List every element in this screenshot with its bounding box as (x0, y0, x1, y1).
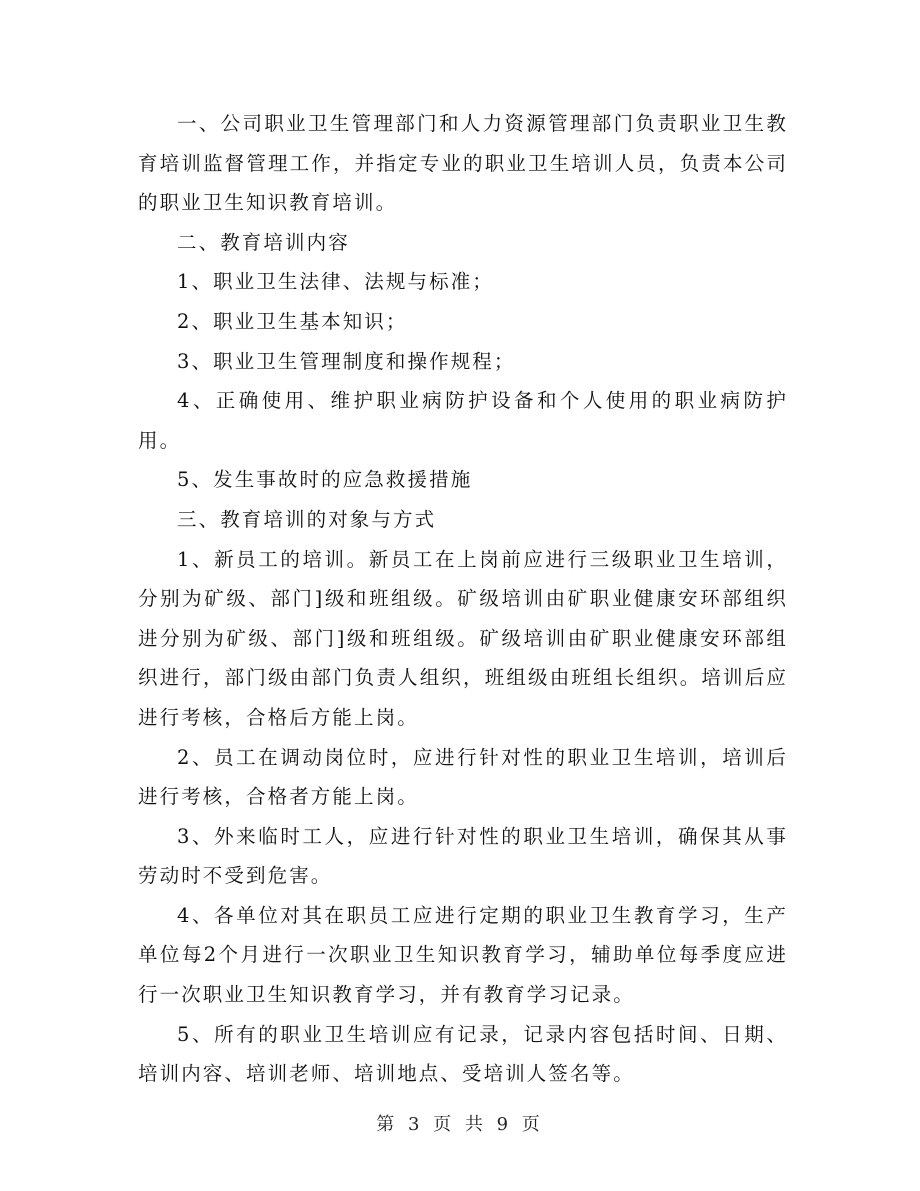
page-number-footer: 第 3 页 共 9 页 (376, 1114, 544, 1135)
paragraph-training-item-1: 1、新员工的培训。新员工在上岗前应进行三级职业卫生培训，分别为矿级、部门]级和班组级。矿级培训由矿职业健康安环部组织进分别为矿级、部门]级和班组级。矿级培训由矿职业健康安环部组织进行，部门级由部门负责人组织，班组级由班组长组织。培训后应进行考核，合格后方能上岗。 (138, 547, 788, 729)
paragraph-content-item-1: 1、职业卫生法律、法规与标准； (177, 270, 494, 294)
paragraph-training-item-5: 5、所有的职业卫生培训应有记录，记录内容包括时间、日期、培训内容、培训老师、培训地点、受培训人签名等。 (138, 1022, 788, 1086)
paragraph-training-item-4: 4、各单位对其在职员工应进行定期的职业卫生教育学习，生产单位每2个月进行一次职业卫生知识教育学习，辅助单位每季度应进行一次职业卫生知识教育学习，并有教育学习记录。 (138, 903, 788, 1007)
paragraph-content-item-3: 3、职业卫生管理制度和操作规程； (177, 349, 516, 373)
paragraph-section-two-heading: 二、教育培训内容 (177, 230, 350, 254)
paragraph-content-item-2: 2、职业卫生基本知识； (177, 309, 408, 333)
paragraph-content-item-4: 4、正确使用、维护职业病防护设备和个人使用的职业病防护用。 (138, 389, 788, 452)
paragraph-section-three-heading: 三、教育培训的对象与方式 (177, 507, 437, 531)
paragraph-section-one: 一、公司职业卫生管理部门和人力资源管理部门负责职业卫生教育培训监督管理工作，并指定专业的职业卫生培训人员，负责本公司的职业卫生知识教育培训。 (138, 112, 788, 215)
paragraph-training-item-3: 3、外来临时工人，应进行针对性的职业卫生培训，确保其从事劳动时不受到危害。 (138, 824, 788, 888)
paragraph-content-item-5: 5、发生事故时的应急救援措施 (177, 468, 473, 492)
document-body (138, 104, 788, 1094)
paragraph-training-item-2: 2、员工在调动岗位时，应进行针对性的职业卫生培训，培训后进行考核，合格者方能上岗。 (138, 745, 788, 809)
